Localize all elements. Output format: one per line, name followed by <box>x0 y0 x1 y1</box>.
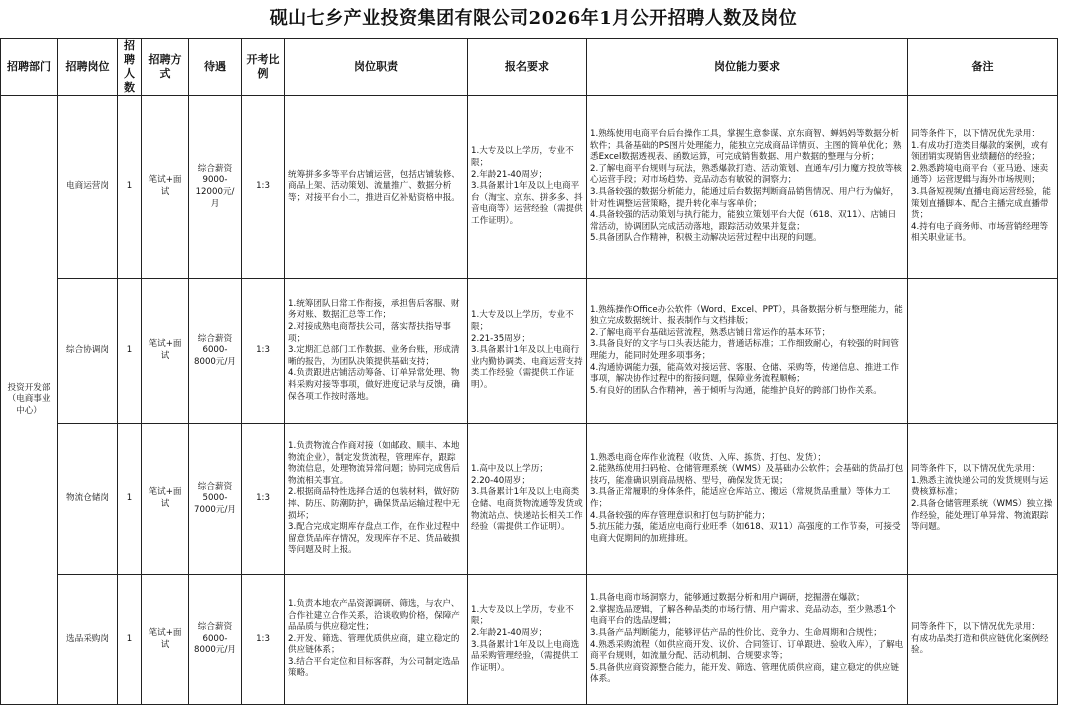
duties-cell <box>285 279 468 424</box>
position-cell: 电商运营岗 <box>58 96 118 279</box>
abilities-cell-line: 2.掌握选品逻辑，了解各种品类的市场行情、用户需求、竞品动态，至少熟悉1个电商平台的选品逻辑； <box>590 604 896 627</box>
requirements-cell <box>468 424 587 575</box>
requirements-cell-line: 1.高中及以上学历； <box>471 464 548 475</box>
requirements-cell-line: 2.年龄21-40周岁； <box>471 627 548 638</box>
salary-cell: 综合薪资9000-12000元/月 <box>189 96 242 279</box>
requirements-cell-line: 2.年龄21-40周岁； <box>471 169 548 180</box>
method-cell: 笔试+面试 <box>142 424 189 575</box>
remarks-cell <box>908 575 1058 705</box>
requirements-cell-line: 1.大专及以上学历，专业不限； <box>471 310 574 333</box>
requirements-cell-line: 2.21-35周岁； <box>471 333 530 344</box>
abilities-cell <box>587 575 908 705</box>
abilities-cell <box>587 96 908 279</box>
requirements-cell-line: 1.大专及以上学历，专业不限； <box>471 146 574 169</box>
abilities-cell-line: 3.具备良好的文字与口头表达能力，普通话标准；工作细致耐心，有较强的时间管理能力，能同时处理多项事务； <box>590 339 899 361</box>
abilities-cell-line: 4.具备较强的库存管理意识和打包与防护能力； <box>590 510 771 521</box>
header-abilities: 岗位能力要求 <box>587 39 908 96</box>
abilities-cell-line: 4.沟通协调能力强，能高效对接运营、客服、仓储、采购等，传递信息、推进工作事项，解决协作过程中的衔接问题，保障业务流程顺畅； <box>590 362 899 385</box>
abilities-cell <box>587 424 908 575</box>
duties-cell <box>285 424 468 575</box>
duties-cell-line: 3.结合平台定位和目标客群，为公司制定选品策略。 <box>288 656 460 679</box>
duties-cell-line: 2.根据商品特性选择合适的包装材料，做好防摔、防压、防潮防护，确保货品运输过程中无损坏； <box>288 487 460 521</box>
duties-cell-line: 3.定期汇总部门工作数据、业务台账，形成清晰的报告，为团队决策提供基础支持； <box>288 345 460 367</box>
abilities-cell-line: 1.熟练操作Office办公软件（Word、Excel、PPT），具备数据分析与整理能力，能独立完成数据统计、报表制作与文档排版； <box>590 304 903 327</box>
remarks-cell-line: 有成功品类打造和供应链优化案例经验。 <box>911 633 1049 656</box>
abilities-cell-line: 5.抗压能力强，能适应电商行业旺季（如618、双11）高强度的工作节奏，可接受电商大促期间的加班排班。 <box>590 522 901 544</box>
position-cell: 综合协调岗 <box>58 279 118 424</box>
abilities-cell-line: 2.能熟练使用扫码枪、仓储管理系统（WMS）及基础办公软件；会基础的货品打包技巧，能准确识别商品规格、型号，确保发货无误； <box>590 464 904 486</box>
duties-cell <box>285 96 468 279</box>
salary-cell: 综合薪资6000-8000元/月 <box>189 279 242 424</box>
count-cell: 1 <box>118 279 142 424</box>
position-cell: 选品采购岗 <box>58 575 118 705</box>
requirements-cell <box>468 279 587 424</box>
abilities-cell-line: 3.具备较强的数据分析能力，能通过后台数据判断商品销售情况、用户行为偏好，针对性调整运营策略，提升转化率与客单价； <box>590 187 899 209</box>
abilities-cell-line: 5.有良好的团队合作精神，善于倾听与沟通，能维护良好的跨部门协作关系。 <box>590 385 882 396</box>
ratio-cell: 1:3 <box>242 96 285 279</box>
method-cell: 笔试+面试 <box>142 279 189 424</box>
requirements-cell <box>468 96 587 279</box>
salary-cell: 综合薪资5000-7000元/月 <box>189 424 242 575</box>
remarks-cell <box>908 424 1058 575</box>
duties-cell-line: 1.负责本地农产品资源调研、筛选，与农户、合作社建立合作关系，洽谈收购价格，保障产品品质与供应稳定性； <box>288 598 460 633</box>
abilities-cell-line: 4.具备较强的活动策划与执行能力，能独立策划平台大促（618、双11）、店铺日常活动，协调团队完成活动落地，跟踪活动效果并复盘； <box>590 210 897 232</box>
abilities-cell-line: 2.了解电商平台规则与玩法，熟悉爆款打造、活动策划、直通车/引力魔方投放等核心运营手段；对市场趋势、竞品动态有敏锐的洞察力； <box>590 163 902 186</box>
duties-cell-line: 2.对接成熟电商帮扶公司，落实帮扶指导事项； <box>288 322 451 344</box>
remarks-cell-line: 同等条件下，以下情况优先录用： <box>911 464 1040 475</box>
table-row <box>1 279 1058 424</box>
count-cell: 1 <box>118 96 142 279</box>
requirements-cell-line: 2.20-40周岁； <box>471 475 530 486</box>
remarks-cell-line: 3.具备短视频/直播电商运营经验，能策划直播脚本、配合主播完成直播带货； <box>911 187 1052 221</box>
abilities-cell-line: 3.具备正常履职的身体条件，能适应仓库站立、搬运（常规货品重量）等体力工作； <box>590 487 891 509</box>
salary-cell: 综合薪资6000-8000元/月 <box>189 575 242 705</box>
requirements-cell-line: 1.大专及以上学历，专业不限； <box>471 604 574 627</box>
header-row <box>1 39 1058 96</box>
abilities-cell-line: 5.具备供应商资源整合能力，能开发、筛选、管理优质供应商，建立稳定的供应链体系。 <box>590 662 899 685</box>
remarks-cell-line: 2.具备仓储管理系统（WMS）独立操作经验，能处理订单异常、物流跟踪等问题。 <box>911 499 1053 533</box>
recruitment-table <box>0 38 1058 705</box>
abilities-cell-line: 2.了解电商平台基础运营流程，熟悉店铺日常运作的基本环节； <box>590 327 831 338</box>
department-cell: 投资开发部（电商事业中心） <box>1 96 58 705</box>
remarks-cell-line: 同等条件下，以下情况优先录用： <box>911 129 1040 140</box>
ratio-cell: 1:3 <box>242 279 285 424</box>
duties-cell-line: 2.开发、筛选、管理优质供应商，建立稳定的供应链体系； <box>288 633 460 656</box>
header-dept: 招聘部门 <box>1 39 58 96</box>
duties-cell-line: 4.负责跟进店铺活动筹备、订单异常处理、物料采购对接等事项，做好进度记录与反馈，确保各项工作按时落地。 <box>288 368 460 402</box>
position-cell: 物流仓储岗 <box>58 424 118 575</box>
requirements-cell-line: 3.具备累计1年及以上电商选品采购管理经验，（需提供工作证明）。 <box>471 639 580 673</box>
header-requirements: 报名要求 <box>468 39 587 96</box>
ratio-cell: 1:3 <box>242 424 285 575</box>
duties-cell-line: 统筹拼多多等平台店铺运营，包括店铺装修、商品上架、活动策划、流量推广、数据分析等；对接平台小二，推进百亿补贴资格申报。 <box>288 169 460 203</box>
remarks-cell-line: 1.熟悉主流快递公司的发货规则与运费核算标准； <box>911 475 1049 498</box>
method-cell: 笔试+面试 <box>142 96 189 279</box>
remarks-cell-line: 1.有成功打造类目爆款的案例，或有领团销实现销售业绩翻倍的经验； <box>911 140 1049 163</box>
count-cell: 1 <box>118 575 142 705</box>
abilities-cell-line: 1.熟悉电商仓库作业流程（收货、入库、拣货、打包、发货）； <box>590 452 826 463</box>
requirements-cell-line: 3.具备累计1年及以上电商行业内勤协调类、电商运营支持类工作经验（需提供工作证明）。 <box>471 345 583 390</box>
remarks-cell-line: 同等条件下，以下情况优先录用： <box>911 622 1040 633</box>
header-method: 招聘方式 <box>142 39 189 96</box>
table-row <box>1 424 1058 575</box>
header-count: 招聘人数 <box>118 39 142 96</box>
table-row <box>1 96 1058 279</box>
remarks-cell <box>908 96 1058 279</box>
header-remarks: 备注 <box>908 39 1058 96</box>
duties-cell-line: 3.配合完成定期库存盘点工作，在作业过程中留意货品库存情况，发现库存不足、货品破损等问题及时上报。 <box>288 522 460 556</box>
duties-cell-line: 1.统筹团队日常工作衔接，承担售后客服、财务对账、数据汇总等工作； <box>288 298 460 321</box>
abilities-cell-line: 1.具备电商市场洞察力，能够通过数据分析和用户调研，挖掘潜在爆款； <box>590 593 865 604</box>
duties-cell-line: 1.负责物流合作商对接（如邮政、顺丰、本地物流企业），制定发货流程，管理库存，跟踪物流信息，处理物流异常问题；协同完成售后物流相关事宜。 <box>288 441 460 486</box>
duties-cell <box>285 575 468 705</box>
header-position: 招聘岗位 <box>58 39 118 96</box>
document-title: 砚山七乡产业投资集团有限公司2026年1月公开招聘人数及岗位 <box>269 8 798 29</box>
abilities-cell-line: 4.熟悉采购流程（如供应商开发、议价、合同签订、订单跟进、验收入库），了解电商平台规则，如流量分配、活动机制、合规要求等； <box>590 639 904 662</box>
remarks-cell-line: 2.熟悉跨境电商平台（亚马逊、速卖通等）运营逻辑与海外市场规则； <box>911 163 1049 186</box>
abilities-cell <box>587 279 908 424</box>
header-ratio: 开考比例 <box>242 39 285 96</box>
abilities-cell-line: 1.熟练使用电商平台后台操作工具，掌握生意参谋、京东商智、蝉妈妈等数据分析软件；具备基础的PS图片处理能力，能独立完成商品详情页、主图的简单优化；熟悉Excel数据透视表、函数运算，可完成销售数据、用户数据的整理与分析； <box>590 129 902 163</box>
requirements-cell-line: 3.具备累计1年及以上电商平台（淘宝、京东、拼多多、抖音电商等）运营经验（需提供工作证明）。 <box>471 181 583 226</box>
requirements-cell-line: 3.具备累计1年及以上电商类仓储、电商货物流通等发货或物流站点、快递站长相关工作经验（需提供工作证明）。 <box>471 487 583 533</box>
abilities-cell-line: 3.具备产品判断能力，能够评估产品的性价比、竞争力、生命周期和合规性； <box>590 627 882 638</box>
remarks-cell <box>908 279 1058 424</box>
count-cell: 1 <box>118 424 142 575</box>
method-cell: 笔试+面试 <box>142 575 189 705</box>
header-salary: 待遇 <box>189 39 242 96</box>
table-row <box>1 575 1058 705</box>
remarks-cell-line: 4.持有电子商务师、市场营销经理等相关职业证书。 <box>911 221 1049 244</box>
ratio-cell: 1:3 <box>242 575 285 705</box>
abilities-cell-line: 5.具备团队合作精神，积极主动解决运营过程中出现的问题。 <box>590 233 822 244</box>
header-duties: 岗位职责 <box>285 39 468 96</box>
requirements-cell <box>468 575 587 705</box>
